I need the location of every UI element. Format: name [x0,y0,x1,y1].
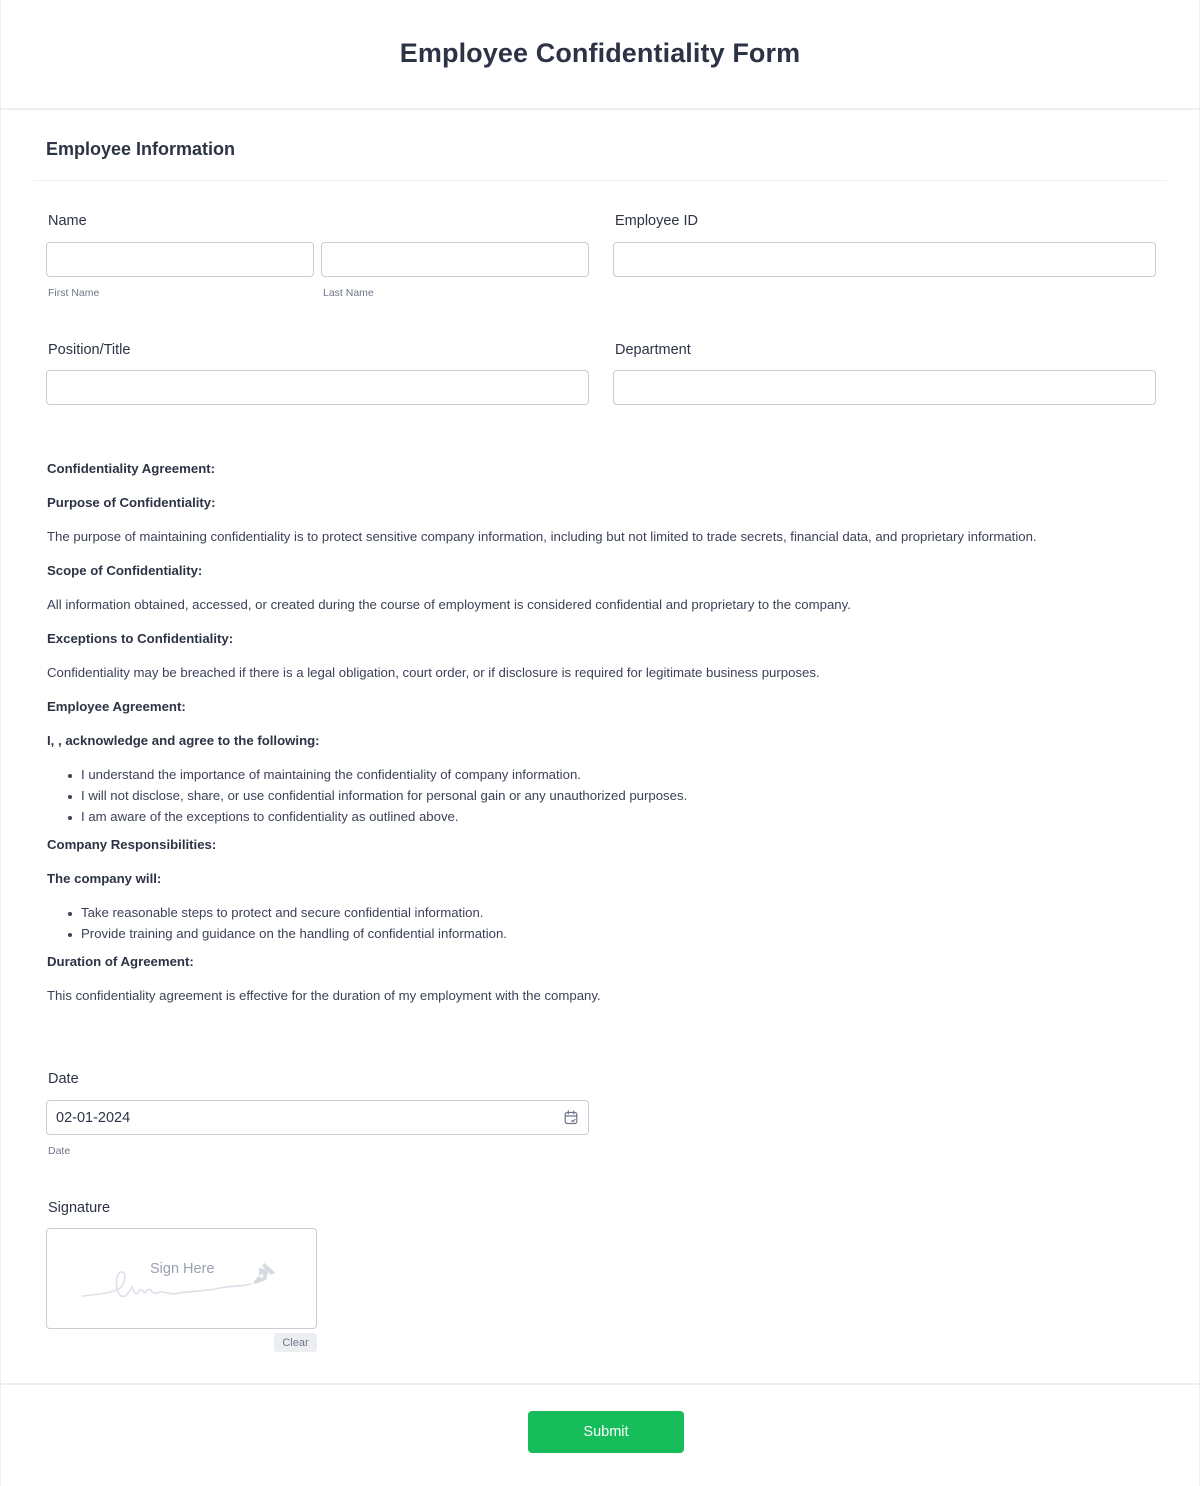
employee-agreement-heading: Employee Agreement: [47,699,186,714]
signature-pad[interactable] [46,1228,317,1329]
form-title: Employee Confidentiality Form [399,37,801,68]
company-will-heading: The company will: [47,871,162,886]
sign-here-placeholder: Sign Here [150,1261,215,1277]
calendar-icon[interactable] [564,1110,578,1125]
section-header [33,110,1167,181]
name-label: Name [48,213,87,229]
date-input[interactable] [47,1101,527,1134]
employee-id-label: Employee ID [615,213,699,229]
date-field[interactable] [46,1100,589,1135]
department-label: Department [615,342,691,358]
section-title: Employee Information [46,139,236,159]
date-label: Date [48,1071,79,1087]
duration-heading: Duration of Agreement: [47,954,194,969]
pen-nib-icon [249,1259,279,1289]
last-name-input[interactable] [321,242,589,277]
first-name-sublabel: First Name [48,287,100,299]
duration-text: This confidentiality agreement is effective for the duration of my employment with the company. [47,988,601,1003]
signature-label: Signature [48,1200,111,1216]
date-sublabel: Date [48,1145,71,1157]
last-name-sublabel: Last Name [323,287,374,299]
form-header [1,0,1199,110]
employee-id-input[interactable] [613,242,1156,277]
first-name-input[interactable] [46,242,314,277]
submit-button[interactable]: Submit [528,1411,684,1453]
list-item: I am aware of the exceptions to confidentiality as outlined above. [66,807,1157,828]
position-input[interactable] [46,370,589,405]
exceptions-heading: Exceptions to Confidentiality: [47,631,234,646]
employee-agreement-list [47,765,1157,828]
department-input[interactable] [613,370,1156,405]
list-item: Provide training and guidance on the handling of confidential information. [66,924,1157,945]
agreement-text-block [47,459,1157,1020]
agreement-heading: Confidentiality Agreement: [47,461,216,476]
purpose-heading: Purpose of Confidentiality: [47,495,216,510]
list-item: Take reasonable steps to protect and secure confidential information. [66,903,1157,924]
purpose-text: The purpose of maintaining confidentiality is to protect sensitive company information, including but not limited to trade secrets, financial data, and proprietary information. [47,529,1037,544]
company-responsibilities-heading: Company Responsibilities: [47,837,217,852]
position-label: Position/Title [48,342,131,358]
acknowledge-heading: I, , acknowledge and agree to the following: [47,733,320,748]
list-item: I understand the importance of maintaining the confidentiality of company information. [66,765,1157,786]
exceptions-text: Confidentiality may be breached if there is a legal obligation, court order, or if disclosure is required for legitimate business purposes. [47,665,820,680]
scope-heading: Scope of Confidentiality: [47,563,203,578]
form-footer [1,1383,1199,1486]
list-item: I will not disclose, share, or use confidential information for personal gain or any unauthorized purposes. [66,786,1157,807]
clear-signature-button[interactable]: Clear [274,1333,317,1352]
scope-text: All information obtained, accessed, or created during the course of employment is considered confidential and proprietary to the company. [47,597,851,612]
company-responsibilities-list [47,903,1157,945]
